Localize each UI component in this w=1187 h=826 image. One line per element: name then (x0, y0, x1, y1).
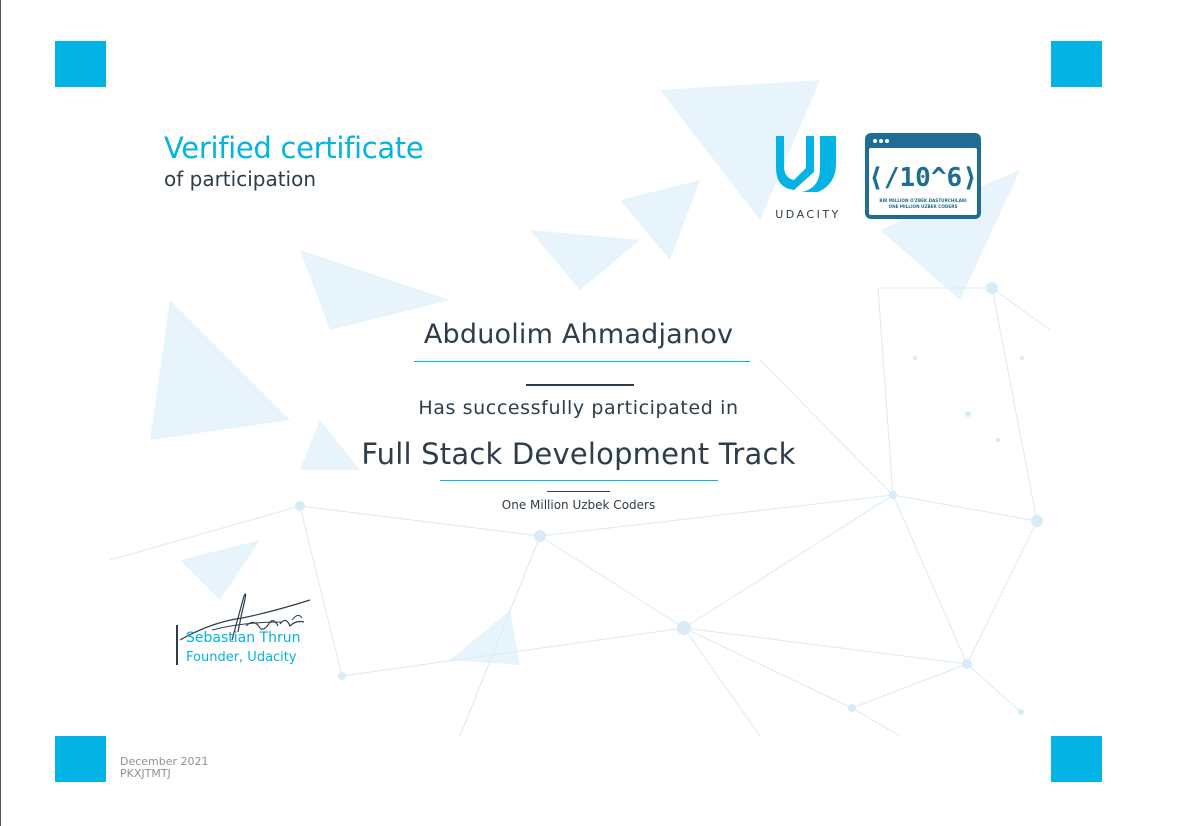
divider-dash (526, 384, 634, 386)
udacity-wordmark: UDACITY (775, 208, 841, 221)
certificate-subtitle: of participation (164, 167, 317, 191)
udacity-u-mark-icon (764, 132, 852, 202)
omuc-caption-en: ONE MILLION UZBEK CODERS (888, 204, 958, 209)
omuc-caption-uz: BIR MILLION O'ZBEK DASTURCHILARI (879, 198, 967, 203)
omuc-code-text: ⟨/10^6⟩ (868, 163, 978, 193)
signature-bar (176, 625, 178, 665)
corner-square-bottom-right (1051, 736, 1102, 782)
recipient-name: Abduolim Ahmadjanov (423, 319, 734, 350)
recipient-underline (414, 361, 750, 362)
one-million-uzbek-coders-logo (864, 132, 982, 220)
completion-statement: Has successfully participated in (418, 397, 739, 419)
corner-square-top-left (55, 41, 106, 87)
track-name: Full Stack Development Track (361, 437, 796, 471)
corner-square-top-right (1051, 41, 1102, 87)
certificate-heading (164, 130, 423, 192)
window-dot-icon (879, 139, 883, 143)
organization-name: One Million Uzbek Coders (501, 498, 656, 512)
issue-date: December 2021 (120, 755, 209, 768)
window-dot-icon (873, 139, 877, 143)
signatory-title: Founder, Udacity (186, 650, 297, 665)
signatory-name: Sebastian Thrun (186, 630, 301, 646)
corner-square-bottom-left (55, 736, 106, 782)
divider-dash-small (547, 491, 610, 492)
window-dot-icon (885, 139, 889, 143)
track-underline (440, 480, 718, 481)
certificate-title: Verified certificate (164, 131, 424, 165)
certificate-code: PKXJTMTJ (120, 767, 171, 780)
udacity-logo (764, 132, 852, 227)
